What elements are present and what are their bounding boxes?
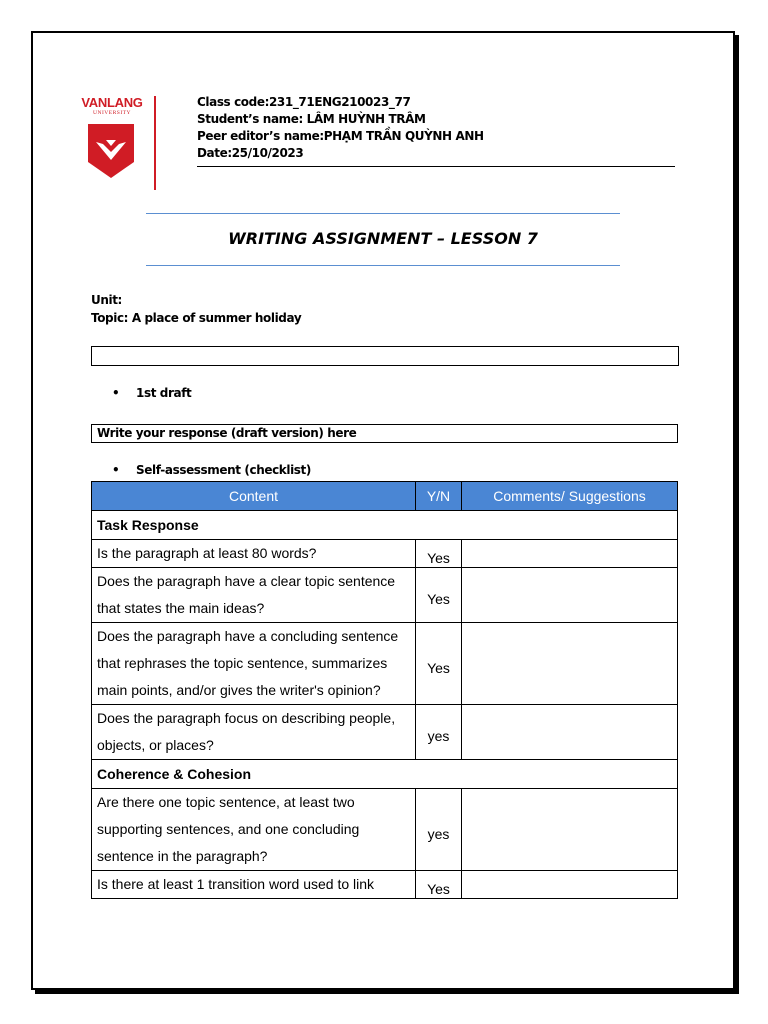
draft-label: 1st draft	[136, 386, 192, 400]
vanlang-logo	[74, 95, 154, 190]
section-title: Task Response	[92, 511, 678, 540]
unit-label: Unit:	[91, 293, 122, 307]
table-header-row	[92, 482, 678, 511]
topic-label: Topic: A place of summer holiday	[91, 311, 302, 325]
logo-sub: UNIVERSITY	[93, 110, 131, 116]
title-bottom-rule	[146, 265, 620, 266]
header-info	[197, 94, 675, 167]
question-cell: Does the paragraph have a concluding sentence that rephrases the topic sentence, summarizes main points, and/or gives the writer's opinion?	[92, 623, 416, 705]
comment-cell[interactable]	[462, 540, 678, 568]
question-cell: Does the paragraph focus on describing people, objects, or places?	[92, 705, 416, 760]
table-row	[92, 789, 678, 871]
header-content: Content	[92, 482, 416, 511]
answer-cell[interactable]: Yes	[416, 540, 462, 568]
comment-cell[interactable]	[462, 568, 678, 623]
header-comments: Comments/ Suggestions	[462, 482, 678, 511]
answer-cell[interactable]: Yes	[416, 568, 462, 623]
peer-editor-name: Peer editor’s name:PHẠM TRẦN QUỲNH ANH	[197, 129, 484, 143]
bullet-icon: •	[112, 463, 120, 477]
answer-cell[interactable]: Yes	[416, 871, 462, 899]
question-cell: Are there one topic sentence, at least two supporting sentences, and one concluding sentence in the paragraph?	[92, 789, 416, 871]
page-title: WRITING ASSIGNMENT – LESSON 7	[228, 229, 538, 248]
table-row	[92, 871, 678, 899]
answer-cell[interactable]: Yes	[416, 623, 462, 705]
student-name: Student’s name: LÂM HUỲNH TRÂM	[197, 112, 426, 126]
comment-cell[interactable]	[462, 871, 678, 899]
self-assessment-label: Self-assessment (checklist)	[136, 463, 311, 477]
section-title: Coherence & Cohesion	[92, 760, 678, 789]
comment-cell[interactable]	[462, 623, 678, 705]
logo-name: VANLANG	[81, 95, 143, 110]
answer-cell[interactable]: yes	[416, 789, 462, 871]
question-cell: Is the paragraph at least 80 words?	[92, 540, 416, 568]
response-box[interactable]: Write your response (draft version) here	[91, 424, 678, 443]
date: Date:25/10/2023	[197, 146, 304, 160]
question-cell: Is there at least 1 transition word used to link	[92, 871, 416, 899]
shield-icon	[86, 122, 136, 180]
header-yn: Y/N	[416, 482, 462, 511]
title-top-rule	[146, 213, 620, 214]
draft-bullet	[112, 386, 191, 400]
self-assessment-bullet	[112, 463, 311, 477]
table-row	[92, 568, 678, 623]
section-row	[92, 511, 678, 540]
checklist-table	[91, 481, 678, 899]
bullet-icon: •	[112, 386, 120, 400]
table-row	[92, 540, 678, 568]
logo-divider	[154, 96, 156, 190]
table-row	[92, 705, 678, 760]
empty-box[interactable]	[91, 346, 679, 366]
comment-cell[interactable]	[462, 705, 678, 760]
unit-topic-block	[91, 291, 301, 327]
question-cell: Does the paragraph have a clear topic sentence that states the main ideas?	[92, 568, 416, 623]
table-row	[92, 623, 678, 705]
answer-cell[interactable]: yes	[416, 705, 462, 760]
comment-cell[interactable]	[462, 789, 678, 871]
class-code: Class code:231_71ENG210023_77	[197, 95, 411, 109]
section-row	[92, 760, 678, 789]
